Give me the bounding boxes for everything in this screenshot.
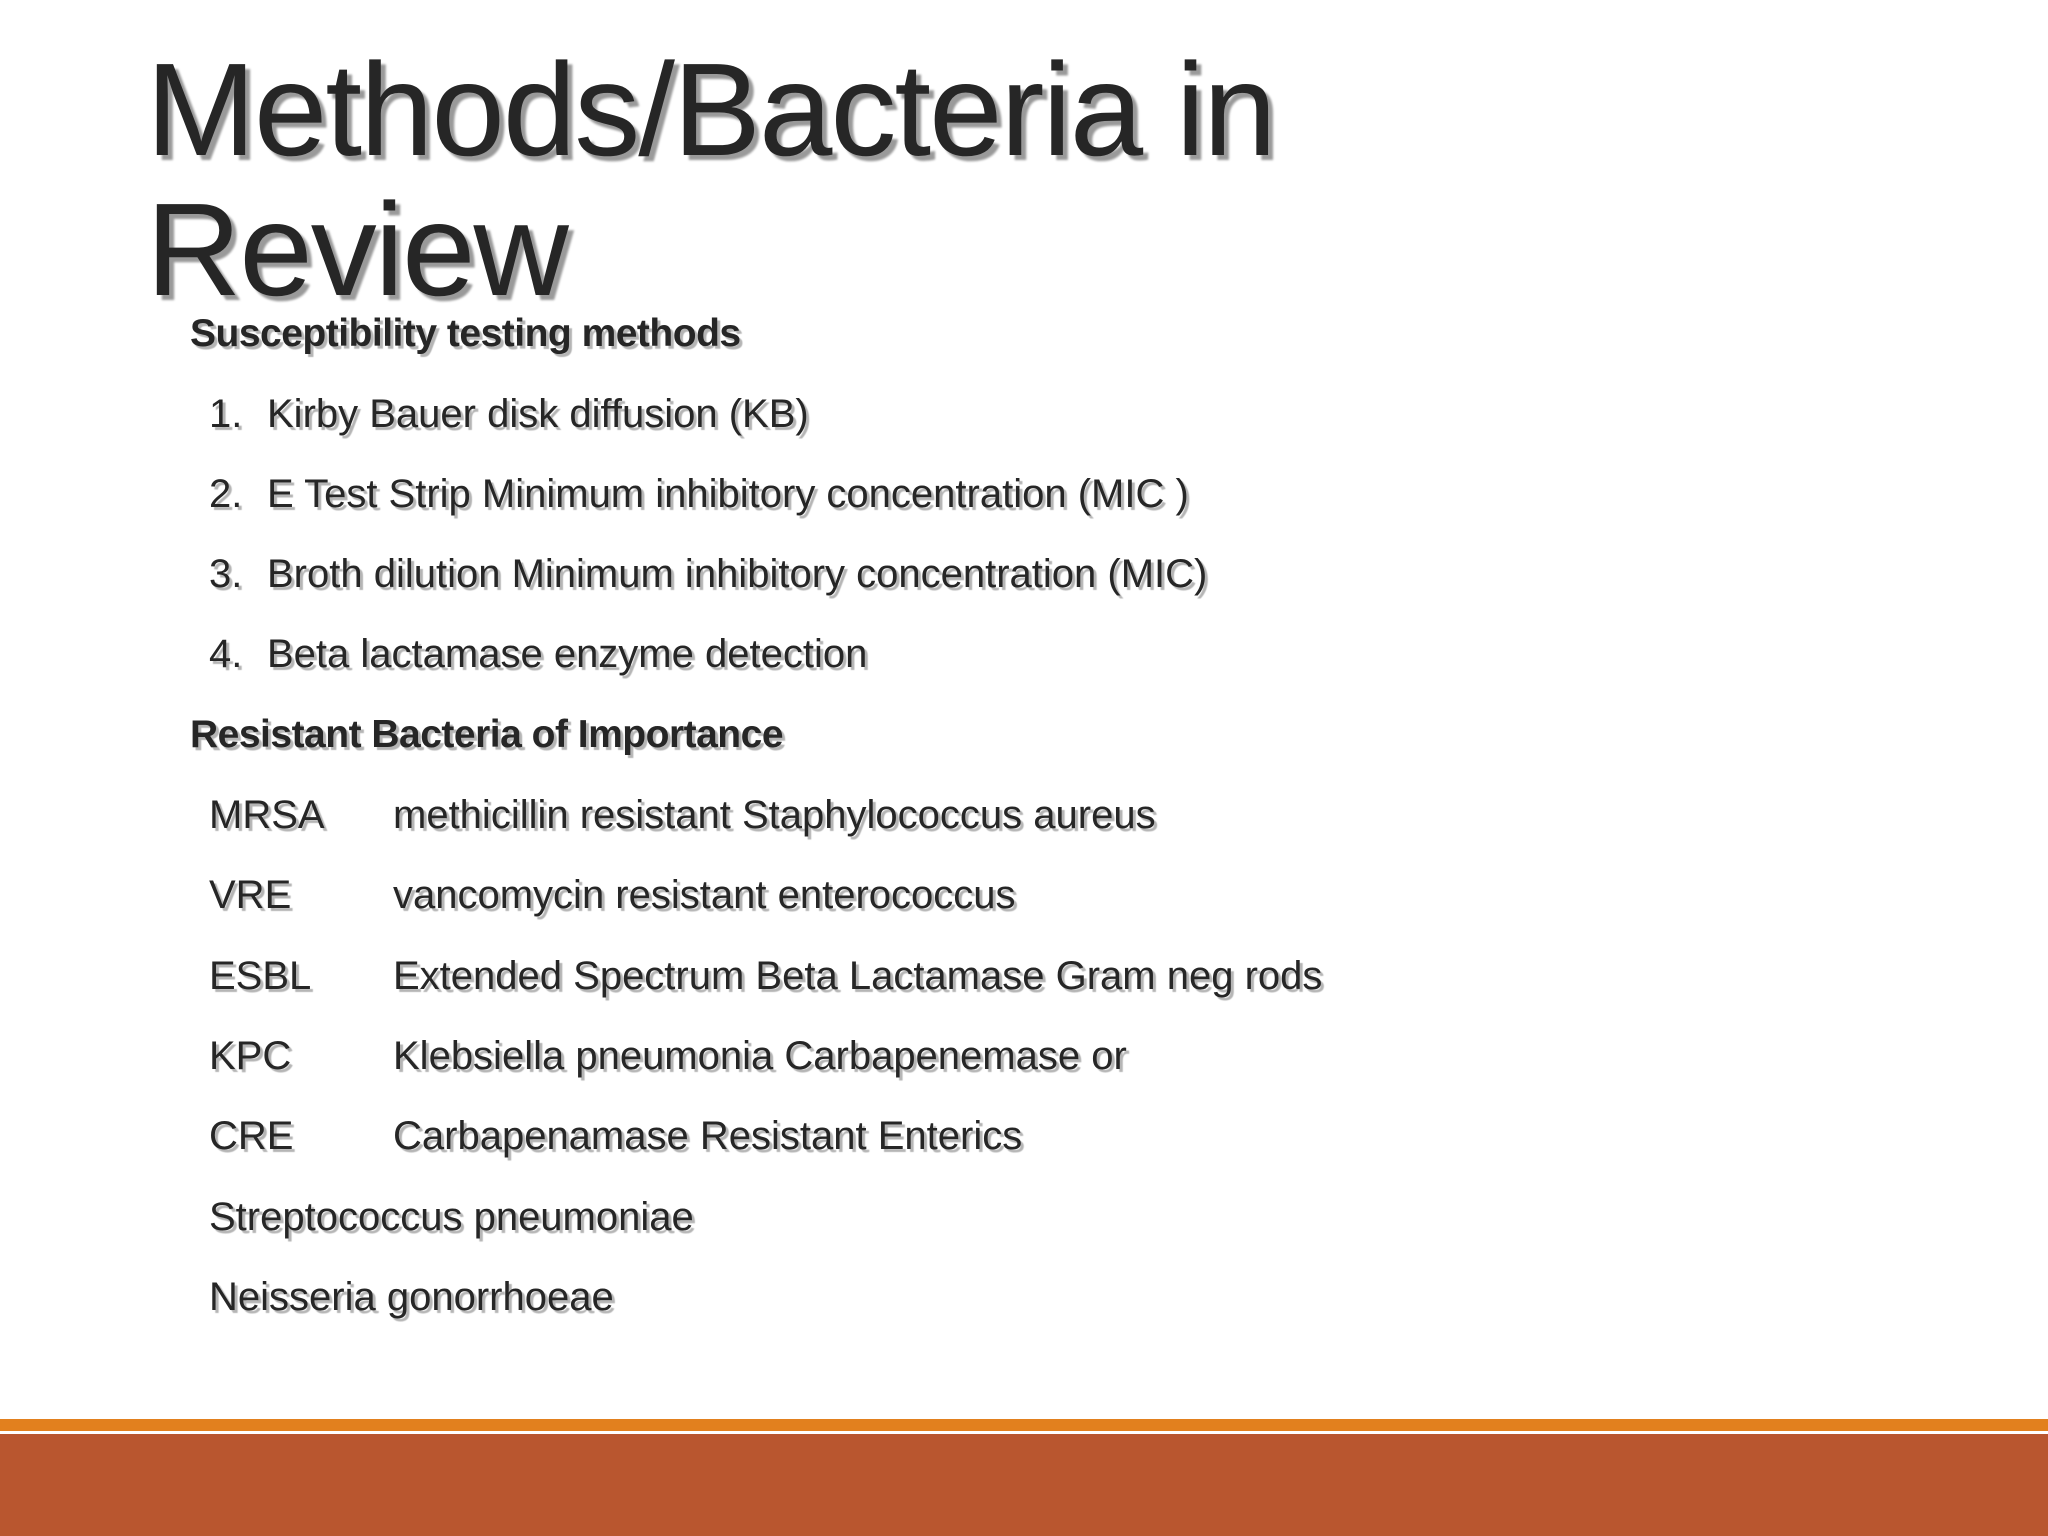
method-item-number: 2. [209,472,243,516]
method-item-number: 3. [209,552,243,596]
method-item-number: 4. [209,632,243,676]
bacteria-description: Carbapenamase Resistant Enterics [393,1114,1023,1158]
bacteria-row-kpc [209,1032,1127,1080]
bacteria-description: Extended Spectrum Beta Lactamase Gram neg rods [393,954,1323,998]
slide-title-line-1: Methods/Bacteria in [146,36,1275,183]
bacteria-row-mrsa [209,791,1156,839]
footer-accent-stripe [0,1419,2048,1431]
method-item-text: Beta lactamase enzyme detection [267,632,868,676]
bacteria-description: Klebsiella pneumonia Carbapenemase or [393,1034,1127,1078]
section-heading-resistant-bacteria: Resistant Bacteria of Importance [190,713,784,756]
method-item-1 [209,390,809,438]
method-item-3 [209,550,1207,598]
bacteria-row-vre [209,871,1016,919]
method-item-4 [209,630,867,678]
method-item-number: 1. [209,392,243,436]
bacteria-streptococcus: Streptococcus pneumoniae [209,1195,694,1239]
bacteria-abbreviation: CRE [209,1114,294,1158]
bacteria-row-cre [209,1112,1022,1160]
section-heading-susceptibility: Susceptibility testing methods [190,312,741,355]
method-item-2 [209,470,1189,518]
footer-bar [0,1434,2048,1536]
method-item-text: E Test Strip Minimum inhibitory concentration (MIC ) [267,472,1189,516]
bacteria-row-esbl [209,952,1322,1000]
bacteria-description: vancomycin resistant enterococcus [393,873,1016,917]
bacteria-abbreviation: ESBL [209,954,312,998]
method-item-text: Broth dilution Minimum inhibitory concentration (MIC) [267,552,1208,596]
bacteria-abbreviation: MRSA [209,793,325,837]
slide-title-line-2: Review [146,176,567,323]
bacteria-description: methicillin resistant Staphylococcus aureus [393,793,1156,837]
method-item-text: Kirby Bauer disk diffusion (KB) [267,392,809,436]
bacteria-neisseria: Neisseria gonorrhoeae [209,1275,614,1319]
bacteria-abbreviation: VRE [209,873,292,917]
bacteria-abbreviation: KPC [209,1034,292,1078]
